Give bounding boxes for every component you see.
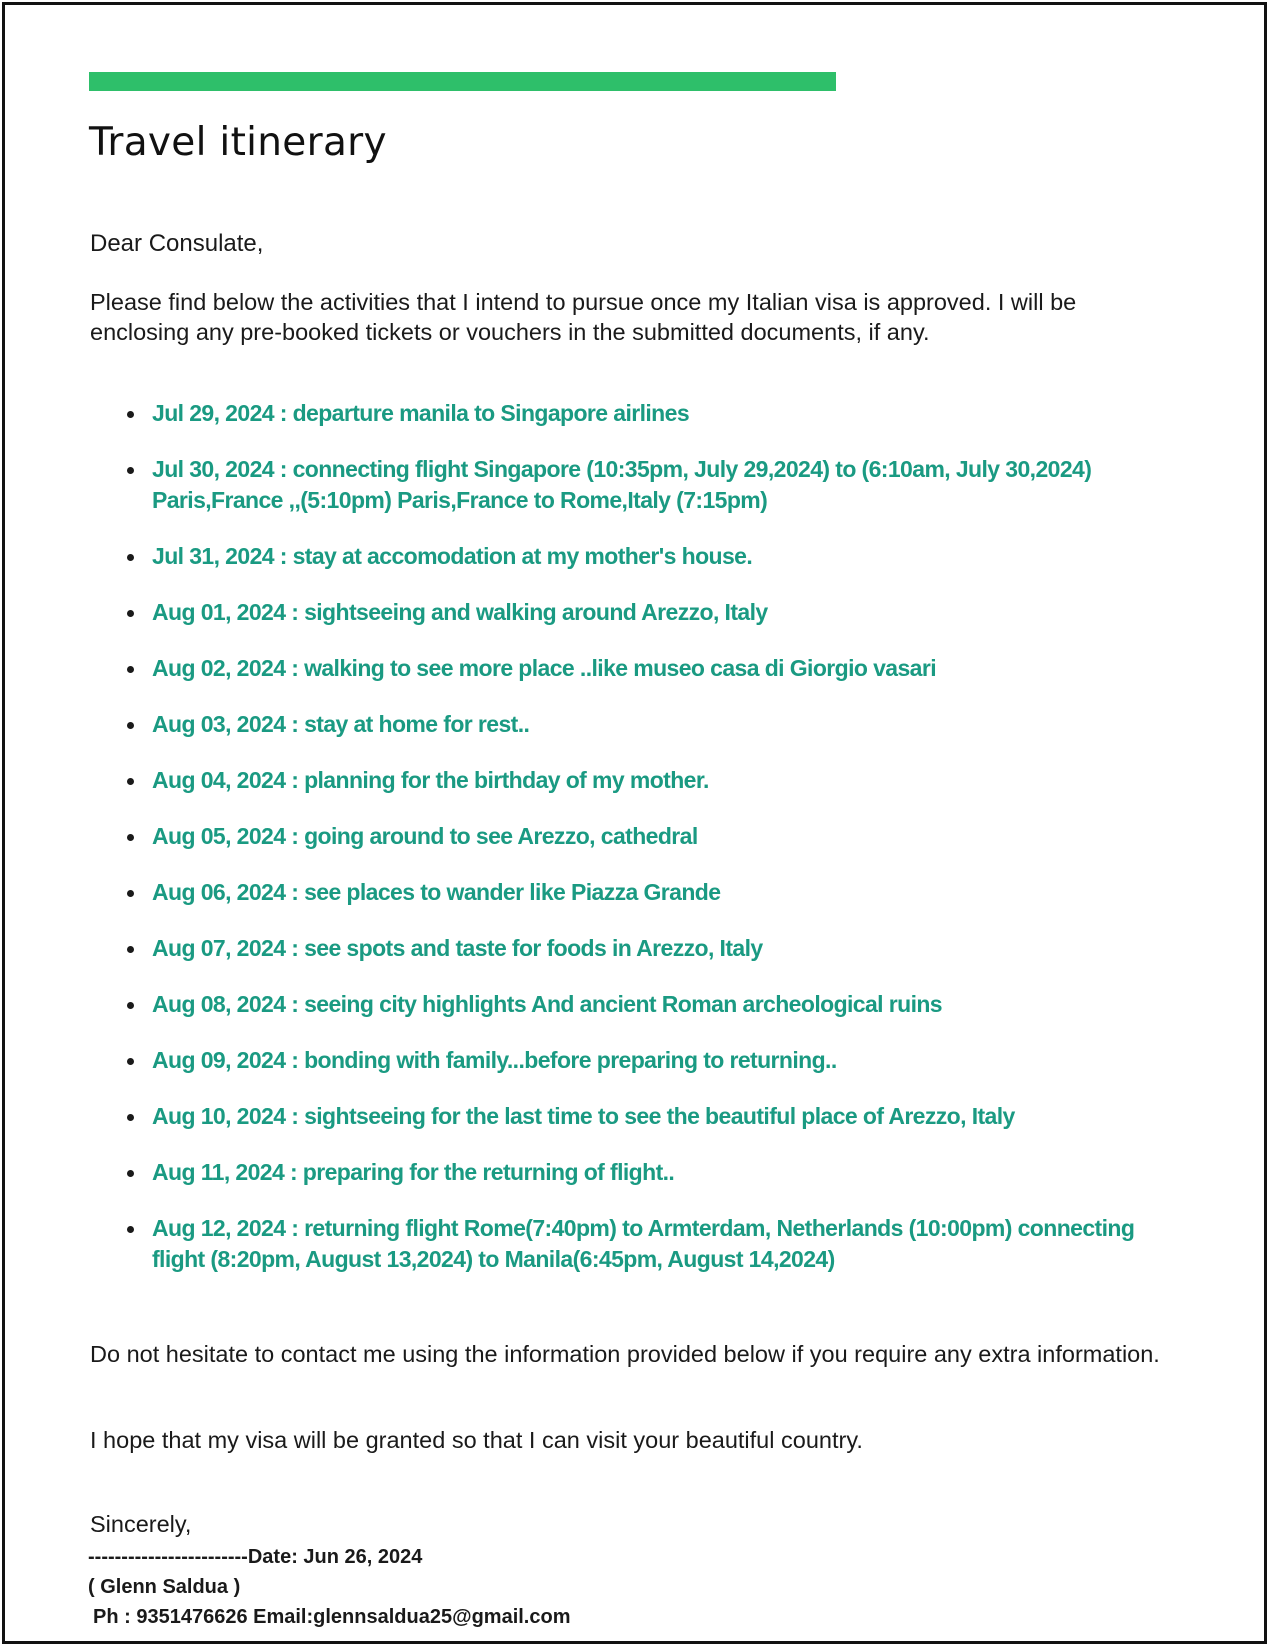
contact-info: Ph : 9351476626 Email:glennsaldua25@gmail.com: [93, 1606, 571, 1628]
signature-date-line: ------------------------Date: Jun 26, 2024: [88, 1546, 423, 1568]
itinerary-item: Aug 12, 2024 : returning flight Rome(7:40pm) to Armterdam, Netherlands (10:00pm) connecting flight (8:20pm, August 13,2024) to Manila(6:45pm, August 14,2024): [119, 1213, 1179, 1275]
closing-paragraph-contact: Do not hesitate to contact me using the information provided below if you require any extra information.: [90, 1341, 1160, 1367]
signoff: Sincerely,: [90, 1511, 192, 1537]
signature-name: ( Glenn Saldua ): [88, 1576, 241, 1598]
itinerary-list: [119, 398, 1179, 1300]
itinerary-item: Jul 30, 2024 : connecting flight Singapore (10:35pm, July 29,2024) to (6:10am, July 30,2024) Paris,France ,,(5:10pm) Paris,France to Rome,Italy (7:15pm): [119, 454, 1179, 516]
closing-paragraph-hope: I hope that my visa will be granted so that I can visit your beautiful country.: [90, 1427, 863, 1453]
itinerary-item: Aug 07, 2024 : see spots and taste for foods in Arezzo, Italy: [119, 933, 1179, 964]
header-accent-bar: [89, 72, 836, 91]
itinerary-item: Aug 01, 2024 : sightseeing and walking around Arezzo, Italy: [119, 597, 1179, 628]
itinerary-item: Aug 11, 2024 : preparing for the returning of flight..: [119, 1157, 1179, 1188]
document-title: Travel itinerary: [89, 120, 387, 165]
intro-paragraph: Please find below the activities that I intend to pursue once my Italian visa is approved. I will be enclosing any pre-booked tickets or vouchers in the submitted documents, if any.: [90, 289, 1077, 345]
itinerary-item: Aug 09, 2024 : bonding with family...before preparing to returning..: [119, 1045, 1179, 1076]
salutation: Dear Consulate,: [90, 230, 264, 257]
itinerary-item: Jul 31, 2024 : stay at accomodation at my mother's house.: [119, 541, 1179, 572]
itinerary-item: Aug 04, 2024 : planning for the birthday of my mother.: [119, 765, 1179, 796]
itinerary-item: Aug 02, 2024 : walking to see more place ..like museo casa di Giorgio vasari: [119, 653, 1179, 684]
itinerary-item: Aug 05, 2024 : going around to see Arezzo, cathedral: [119, 821, 1179, 852]
itinerary-item: Aug 06, 2024 : see places to wander like Piazza Grande: [119, 877, 1179, 908]
itinerary-item: Aug 08, 2024 : seeing city highlights And ancient Roman archeological ruins: [119, 989, 1179, 1020]
itinerary-item: Jul 29, 2024 : departure manila to Singapore airlines: [119, 398, 1179, 429]
itinerary-item: Aug 10, 2024 : sightseeing for the last time to see the beautiful place of Arezzo, Italy: [119, 1101, 1179, 1132]
itinerary-item: Aug 03, 2024 : stay at home for rest..: [119, 709, 1179, 740]
